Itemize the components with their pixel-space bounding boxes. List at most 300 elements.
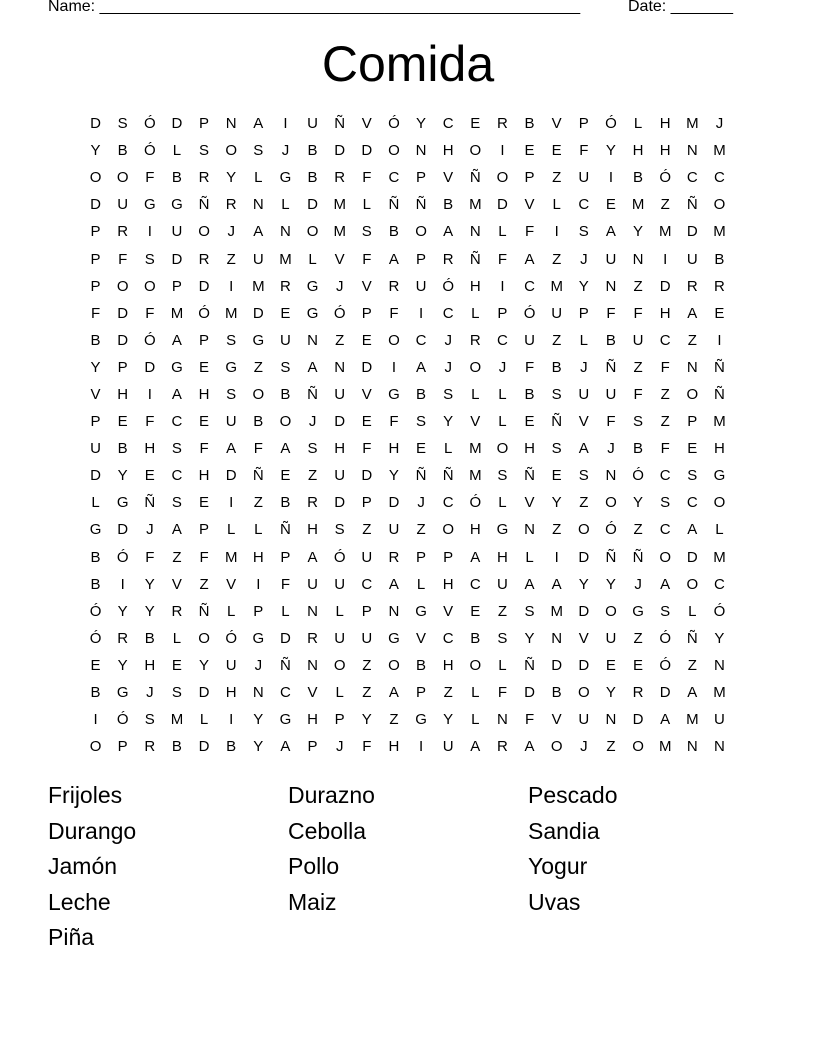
- grid-cell[interactable]: J: [335, 277, 344, 295]
- grid-cell[interactable]: E: [605, 196, 616, 214]
- grid-cell[interactable]: C: [361, 575, 373, 593]
- grid-cell[interactable]: Z: [552, 250, 562, 268]
- grid-cell[interactable]: B: [117, 142, 128, 160]
- grid-cell[interactable]: E: [117, 413, 128, 431]
- grid-cell[interactable]: A: [605, 223, 616, 241]
- grid-cell[interactable]: A: [470, 548, 481, 566]
- grid-cell[interactable]: M: [550, 277, 563, 295]
- grid-cell[interactable]: C: [578, 196, 590, 214]
- grid-cell[interactable]: U: [524, 331, 535, 349]
- grid-cell[interactable]: V: [361, 115, 372, 133]
- grid-cell[interactable]: Ñ: [415, 467, 427, 485]
- grid-cell[interactable]: B: [633, 169, 644, 187]
- grid-cell[interactable]: D: [551, 656, 563, 674]
- grid-cell[interactable]: S: [633, 413, 644, 431]
- grid-cell[interactable]: B: [90, 548, 101, 566]
- grid-cell[interactable]: V: [443, 169, 454, 187]
- name-field[interactable]: Name: ______________________________________________________: [48, 0, 581, 15]
- grid-cell[interactable]: L: [91, 494, 100, 512]
- grid-cell[interactable]: L: [471, 711, 480, 729]
- grid-cell[interactable]: B: [117, 440, 128, 458]
- grid-cell[interactable]: Y: [551, 494, 562, 512]
- grid-cell[interactable]: P: [171, 277, 182, 295]
- grid-cell[interactable]: S: [524, 602, 535, 620]
- grid-cell[interactable]: Y: [199, 656, 210, 674]
- grid-cell[interactable]: U: [578, 169, 590, 187]
- grid-cell[interactable]: I: [418, 304, 424, 322]
- grid-cell[interactable]: N: [307, 602, 318, 620]
- grid-cell[interactable]: G: [279, 711, 292, 729]
- grid-cell[interactable]: Z: [606, 738, 616, 756]
- grid-cell[interactable]: U: [497, 575, 508, 593]
- grid-cell[interactable]: P: [416, 169, 427, 187]
- grid-cell[interactable]: B: [605, 331, 616, 349]
- grid-cell[interactable]: C: [497, 331, 508, 349]
- grid-cell[interactable]: C: [659, 467, 671, 485]
- grid-cell[interactable]: P: [416, 548, 427, 566]
- grid-cell[interactable]: Y: [117, 467, 128, 485]
- grid-cell[interactable]: A: [226, 440, 237, 458]
- grid-cell[interactable]: D: [117, 521, 129, 539]
- grid-cell[interactable]: G: [306, 277, 319, 295]
- grid-cell[interactable]: Y: [605, 142, 616, 160]
- grid-cell[interactable]: Ó: [116, 548, 129, 566]
- grid-cell[interactable]: L: [227, 602, 236, 620]
- grid-cell[interactable]: J: [498, 358, 507, 376]
- grid-cell[interactable]: V: [334, 250, 345, 268]
- grid-cell[interactable]: Z: [389, 711, 399, 729]
- grid-cell[interactable]: A: [307, 358, 318, 376]
- grid-cell[interactable]: P: [443, 548, 454, 566]
- grid-cell[interactable]: S: [144, 711, 155, 729]
- grid-cell[interactable]: M: [658, 738, 672, 756]
- grid-cell[interactable]: Ó: [333, 304, 346, 322]
- grid-cell[interactable]: M: [713, 223, 726, 241]
- grid-cell[interactable]: O: [550, 738, 563, 756]
- grid-cell[interactable]: Z: [579, 494, 589, 512]
- grid-cell[interactable]: D: [198, 684, 210, 702]
- grid-cell[interactable]: J: [580, 738, 588, 756]
- grid-cell[interactable]: Y: [253, 711, 264, 729]
- grid-cell[interactable]: N: [334, 358, 346, 376]
- grid-cell[interactable]: H: [442, 142, 454, 160]
- grid-cell[interactable]: Ñ: [469, 169, 481, 187]
- grid-cell[interactable]: Y: [144, 575, 155, 593]
- grid-cell[interactable]: Ñ: [198, 602, 210, 620]
- grid-cell[interactable]: Ó: [659, 169, 672, 187]
- grid-cell[interactable]: G: [388, 385, 400, 403]
- grid-cell[interactable]: J: [146, 521, 154, 539]
- grid-cell[interactable]: P: [361, 602, 372, 620]
- grid-cell[interactable]: Ó: [89, 602, 102, 620]
- grid-cell[interactable]: C: [388, 169, 400, 187]
- grid-cell[interactable]: H: [388, 440, 400, 458]
- grid-cell[interactable]: Z: [362, 521, 372, 539]
- grid-cell[interactable]: N: [497, 711, 508, 729]
- grid-cell[interactable]: B: [280, 494, 291, 512]
- grid-cell[interactable]: V: [578, 629, 589, 647]
- grid-cell[interactable]: A: [687, 521, 698, 539]
- grid-cell[interactable]: D: [144, 358, 156, 376]
- grid-cell[interactable]: Ñ: [686, 629, 698, 647]
- grid-cell[interactable]: O: [116, 277, 129, 295]
- grid-cell[interactable]: F: [253, 440, 263, 458]
- grid-cell[interactable]: U: [252, 250, 264, 268]
- grid-cell[interactable]: E: [199, 494, 210, 512]
- grid-cell[interactable]: G: [415, 711, 427, 729]
- grid-cell[interactable]: Y: [633, 494, 644, 512]
- grid-cell[interactable]: V: [361, 277, 372, 295]
- grid-cell[interactable]: D: [198, 738, 210, 756]
- grid-cell[interactable]: G: [252, 629, 265, 647]
- grid-cell[interactable]: U: [334, 575, 346, 593]
- grid-cell[interactable]: Y: [144, 602, 155, 620]
- grid-cell[interactable]: L: [199, 711, 209, 729]
- grid-cell[interactable]: M: [686, 711, 699, 729]
- grid-cell[interactable]: M: [469, 467, 482, 485]
- grid-cell[interactable]: G: [632, 602, 644, 620]
- grid-cell[interactable]: Ó: [632, 467, 644, 485]
- grid-cell[interactable]: F: [145, 548, 155, 566]
- grid-cell[interactable]: M: [631, 196, 645, 214]
- grid-cell[interactable]: N: [714, 656, 725, 674]
- grid-cell[interactable]: A: [660, 711, 671, 729]
- grid-cell[interactable]: Y: [443, 711, 454, 729]
- grid-cell[interactable]: L: [362, 196, 371, 214]
- grid-cell[interactable]: Z: [660, 385, 670, 403]
- grid-cell[interactable]: P: [578, 304, 589, 322]
- grid-cell[interactable]: V: [416, 629, 427, 647]
- grid-cell[interactable]: Ñ: [714, 358, 725, 376]
- grid-cell[interactable]: Ñ: [334, 115, 346, 133]
- grid-cell[interactable]: U: [361, 629, 373, 647]
- grid-cell[interactable]: P: [199, 115, 210, 133]
- grid-cell[interactable]: Ó: [198, 304, 210, 322]
- grid-cell[interactable]: G: [306, 304, 319, 322]
- grid-cell[interactable]: P: [578, 115, 589, 133]
- grid-cell[interactable]: L: [579, 331, 588, 349]
- grid-cell[interactable]: D: [524, 684, 535, 702]
- grid-cell[interactable]: U: [605, 629, 617, 647]
- grid-cell[interactable]: Y: [388, 467, 399, 485]
- grid-cell[interactable]: H: [225, 684, 237, 702]
- grid-cell[interactable]: N: [551, 629, 563, 647]
- grid-cell[interactable]: Ó: [713, 602, 726, 620]
- grid-cell[interactable]: E: [605, 656, 616, 674]
- grid-cell[interactable]: R: [388, 277, 400, 295]
- grid-cell[interactable]: R: [388, 548, 400, 566]
- grid-cell[interactable]: D: [171, 250, 183, 268]
- grid-cell[interactable]: I: [418, 738, 424, 756]
- grid-cell[interactable]: B: [470, 629, 481, 647]
- grid-cell[interactable]: V: [578, 413, 589, 431]
- grid-cell[interactable]: F: [118, 250, 128, 268]
- grid-cell[interactable]: Z: [362, 684, 372, 702]
- grid-cell[interactable]: S: [578, 467, 589, 485]
- grid-cell[interactable]: A: [388, 684, 399, 702]
- grid-cell[interactable]: J: [444, 358, 452, 376]
- grid-cell[interactable]: P: [334, 711, 345, 729]
- grid-cell[interactable]: H: [659, 304, 671, 322]
- grid-cell[interactable]: U: [171, 223, 183, 241]
- grid-cell[interactable]: M: [170, 304, 184, 322]
- grid-cell[interactable]: D: [361, 142, 373, 160]
- grid-cell[interactable]: U: [307, 575, 318, 593]
- grid-cell[interactable]: N: [388, 602, 400, 620]
- grid-cell[interactable]: F: [389, 304, 399, 322]
- grid-cell[interactable]: N: [307, 656, 318, 674]
- grid-cell[interactable]: Y: [633, 223, 644, 241]
- grid-cell[interactable]: I: [663, 250, 668, 268]
- grid-cell[interactable]: Ó: [388, 115, 400, 133]
- grid-cell[interactable]: J: [146, 684, 154, 702]
- grid-cell[interactable]: Ñ: [144, 494, 156, 512]
- grid-cell[interactable]: Y: [605, 684, 616, 702]
- grid-cell[interactable]: O: [577, 521, 590, 539]
- grid-cell[interactable]: L: [444, 440, 453, 458]
- grid-cell[interactable]: L: [633, 115, 643, 133]
- grid-cell[interactable]: P: [117, 358, 128, 376]
- grid-cell[interactable]: L: [281, 196, 290, 214]
- grid-cell[interactable]: P: [253, 602, 264, 620]
- grid-cell[interactable]: R: [117, 629, 129, 647]
- grid-cell[interactable]: N: [252, 196, 264, 214]
- grid-cell[interactable]: L: [498, 656, 507, 674]
- grid-cell[interactable]: U: [334, 629, 346, 647]
- grid-cell[interactable]: E: [524, 413, 535, 431]
- grid-cell[interactable]: P: [90, 277, 101, 295]
- grid-cell[interactable]: O: [442, 521, 455, 539]
- grid-cell[interactable]: N: [469, 223, 481, 241]
- grid-cell[interactable]: O: [469, 358, 482, 376]
- grid-cell[interactable]: S: [660, 494, 671, 512]
- grid-cell[interactable]: R: [307, 494, 318, 512]
- grid-cell[interactable]: B: [307, 142, 318, 160]
- grid-cell[interactable]: D: [117, 304, 129, 322]
- grid-cell[interactable]: L: [335, 684, 344, 702]
- grid-cell[interactable]: O: [388, 331, 400, 349]
- grid-cell[interactable]: S: [171, 684, 182, 702]
- grid-cell[interactable]: S: [361, 223, 372, 241]
- grid-cell[interactable]: E: [361, 331, 372, 349]
- grid-cell[interactable]: U: [578, 385, 590, 403]
- grid-cell[interactable]: U: [605, 250, 617, 268]
- grid-cell[interactable]: N: [605, 467, 617, 485]
- grid-cell[interactable]: G: [89, 521, 102, 539]
- grid-cell[interactable]: O: [469, 142, 482, 160]
- grid-cell[interactable]: F: [606, 304, 616, 322]
- grid-cell[interactable]: D: [117, 331, 129, 349]
- grid-cell[interactable]: C: [659, 331, 671, 349]
- grid-cell[interactable]: M: [224, 548, 238, 566]
- grid-cell[interactable]: Y: [117, 602, 128, 620]
- grid-cell[interactable]: I: [229, 277, 234, 295]
- grid-cell[interactable]: U: [90, 440, 101, 458]
- grid-cell[interactable]: A: [578, 440, 589, 458]
- grid-cell[interactable]: F: [362, 440, 372, 458]
- grid-cell[interactable]: R: [144, 738, 156, 756]
- grid-cell[interactable]: A: [280, 440, 291, 458]
- grid-cell[interactable]: J: [254, 656, 263, 674]
- grid-cell[interactable]: U: [686, 250, 698, 268]
- grid-cell[interactable]: Z: [199, 575, 209, 593]
- grid-cell[interactable]: M: [469, 440, 482, 458]
- grid-cell[interactable]: E: [470, 115, 481, 133]
- grid-cell[interactable]: J: [227, 223, 235, 241]
- grid-cell[interactable]: Ó: [225, 629, 238, 647]
- grid-cell[interactable]: M: [713, 684, 726, 702]
- grid-cell[interactable]: S: [226, 385, 237, 403]
- grid-cell[interactable]: D: [334, 413, 346, 431]
- grid-cell[interactable]: Z: [253, 358, 263, 376]
- grid-cell[interactable]: H: [497, 548, 508, 566]
- grid-cell[interactable]: C: [280, 684, 291, 702]
- grid-cell[interactable]: I: [283, 115, 288, 133]
- grid-cell[interactable]: U: [117, 196, 129, 214]
- grid-cell[interactable]: C: [171, 413, 183, 431]
- grid-cell[interactable]: B: [524, 385, 535, 403]
- grid-cell[interactable]: Z: [497, 602, 508, 620]
- grid-cell[interactable]: B: [551, 358, 562, 376]
- grid-cell[interactable]: E: [361, 413, 372, 431]
- grid-cell[interactable]: Z: [687, 331, 697, 349]
- grid-cell[interactable]: N: [605, 711, 617, 729]
- grid-cell[interactable]: A: [307, 548, 318, 566]
- grid-cell[interactable]: C: [659, 521, 671, 539]
- grid-cell[interactable]: R: [198, 169, 210, 187]
- grid-cell[interactable]: S: [497, 467, 508, 485]
- grid-cell[interactable]: Ó: [523, 304, 536, 322]
- grid-cell[interactable]: Ñ: [280, 656, 291, 674]
- grid-cell[interactable]: H: [442, 656, 454, 674]
- grid-cell[interactable]: L: [254, 521, 263, 539]
- grid-cell[interactable]: L: [471, 304, 480, 322]
- grid-cell[interactable]: O: [713, 196, 726, 214]
- grid-cell[interactable]: F: [145, 304, 155, 322]
- grid-cell[interactable]: B: [443, 196, 454, 214]
- grid-cell[interactable]: V: [361, 385, 372, 403]
- grid-cell[interactable]: P: [687, 413, 698, 431]
- grid-cell[interactable]: U: [225, 413, 237, 431]
- grid-cell[interactable]: S: [117, 115, 128, 133]
- grid-cell[interactable]: A: [524, 575, 535, 593]
- grid-cell[interactable]: S: [226, 331, 237, 349]
- grid-cell[interactable]: N: [280, 223, 291, 241]
- grid-cell[interactable]: M: [170, 711, 184, 729]
- grid-cell[interactable]: C: [442, 115, 454, 133]
- grid-cell[interactable]: H: [252, 548, 264, 566]
- grid-cell[interactable]: U: [334, 467, 346, 485]
- grid-cell[interactable]: I: [256, 575, 261, 593]
- grid-cell[interactable]: J: [335, 738, 344, 756]
- grid-cell[interactable]: M: [550, 602, 563, 620]
- grid-cell[interactable]: Z: [552, 331, 562, 349]
- grid-cell[interactable]: R: [307, 629, 318, 647]
- grid-cell[interactable]: B: [307, 169, 318, 187]
- grid-cell[interactable]: P: [416, 250, 427, 268]
- grid-cell[interactable]: O: [333, 656, 346, 674]
- grid-cell[interactable]: U: [605, 385, 617, 403]
- grid-cell[interactable]: Y: [443, 413, 454, 431]
- grid-cell[interactable]: Z: [416, 521, 426, 539]
- grid-cell[interactable]: G: [713, 467, 726, 485]
- grid-cell[interactable]: V: [524, 196, 535, 214]
- grid-cell[interactable]: E: [524, 142, 535, 160]
- grid-cell[interactable]: Z: [633, 358, 643, 376]
- grid-cell[interactable]: Y: [605, 575, 616, 593]
- grid-cell[interactable]: R: [280, 277, 291, 295]
- grid-cell[interactable]: V: [524, 494, 535, 512]
- grid-cell[interactable]: D: [171, 115, 183, 133]
- grid-cell[interactable]: A: [253, 223, 264, 241]
- grid-cell[interactable]: N: [225, 115, 237, 133]
- grid-cell[interactable]: L: [254, 169, 263, 187]
- grid-cell[interactable]: A: [660, 575, 671, 593]
- grid-cell[interactable]: O: [252, 385, 265, 403]
- grid-cell[interactable]: Ó: [143, 142, 156, 160]
- grid-cell[interactable]: Ñ: [307, 385, 318, 403]
- grid-cell[interactable]: G: [252, 331, 265, 349]
- grid-cell[interactable]: D: [578, 602, 590, 620]
- grid-cell[interactable]: I: [229, 494, 234, 512]
- grid-cell[interactable]: C: [714, 169, 725, 187]
- grid-cell[interactable]: H: [117, 385, 129, 403]
- grid-cell[interactable]: V: [171, 575, 182, 593]
- grid-cell[interactable]: F: [145, 169, 155, 187]
- grid-cell[interactable]: F: [389, 413, 399, 431]
- grid-cell[interactable]: N: [307, 331, 318, 349]
- grid-cell[interactable]: J: [607, 440, 615, 458]
- grid-cell[interactable]: H: [469, 277, 481, 295]
- grid-cell[interactable]: A: [443, 223, 454, 241]
- grid-cell[interactable]: O: [496, 169, 509, 187]
- grid-cell[interactable]: H: [307, 521, 318, 539]
- grid-cell[interactable]: D: [361, 467, 373, 485]
- grid-cell[interactable]: F: [90, 304, 101, 322]
- grid-cell[interactable]: R: [171, 602, 183, 620]
- grid-cell[interactable]: S: [171, 440, 182, 458]
- grid-cell[interactable]: S: [416, 413, 427, 431]
- grid-cell[interactable]: O: [143, 277, 156, 295]
- grid-cell[interactable]: O: [198, 223, 210, 241]
- grid-cell[interactable]: D: [307, 196, 318, 214]
- grid-cell[interactable]: S: [687, 467, 698, 485]
- grid-cell[interactable]: Ó: [143, 115, 156, 133]
- grid-cell[interactable]: O: [225, 142, 238, 160]
- grid-cell[interactable]: D: [90, 467, 101, 485]
- grid-cell[interactable]: I: [147, 385, 152, 403]
- grid-cell[interactable]: M: [713, 413, 726, 431]
- grid-cell[interactable]: F: [362, 738, 372, 756]
- grid-cell[interactable]: U: [307, 115, 318, 133]
- grid-cell[interactable]: R: [334, 169, 346, 187]
- grid-cell[interactable]: O: [605, 494, 617, 512]
- grid-cell[interactable]: P: [361, 304, 372, 322]
- grid-cell[interactable]: C: [686, 169, 698, 187]
- grid-cell[interactable]: F: [199, 548, 209, 566]
- grid-cell[interactable]: M: [224, 304, 238, 322]
- grid-cell[interactable]: Ñ: [442, 467, 454, 485]
- grid-cell[interactable]: R: [497, 115, 508, 133]
- grid-cell[interactable]: Ñ: [605, 358, 617, 376]
- grid-cell[interactable]: L: [525, 548, 534, 566]
- grid-cell[interactable]: R: [117, 223, 129, 241]
- grid-cell[interactable]: Ó: [89, 629, 102, 647]
- grid-cell[interactable]: J: [281, 142, 290, 160]
- grid-cell[interactable]: H: [442, 575, 454, 593]
- grid-cell[interactable]: N: [686, 142, 698, 160]
- grid-cell[interactable]: C: [415, 331, 427, 349]
